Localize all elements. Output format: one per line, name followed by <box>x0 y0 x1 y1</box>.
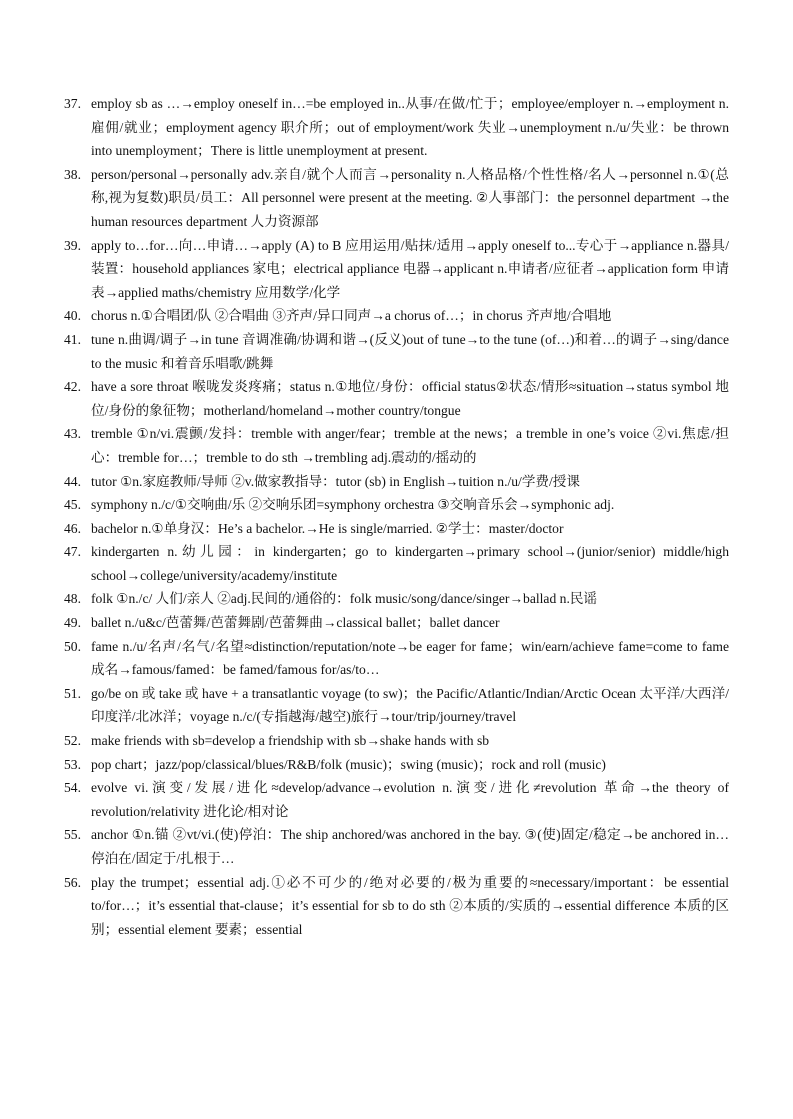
item-number: 56. <box>64 874 81 890</box>
item-text: anchor ①n.锚 ②vt/vi.(使)停泊：The ship anchored/was anchored in the bay. ③(使)固定/稳定→be anchored in… 停泊在/固定于/扎根于… <box>91 827 729 866</box>
list-item <box>64 517 729 541</box>
item-number: 48. <box>64 591 81 607</box>
item-text: chorus n.①合唱团/队 ②合唱曲 ③齐声/异口同声→a chorus of…；in chorus 齐声地/合唱地 <box>91 308 612 324</box>
item-text: apply to…for…向…申请…→apply (A) to B 应用运用/贴抹/适用→apply oneself to...专心于→appliance n.器具/装置：household appliances 家电；electrical appliance 电器→applicant n.申请者/应征者→application form 申请表→applied maths/chemistry 应用数学/化学 <box>91 237 729 300</box>
item-number: 37. <box>64 96 81 111</box>
list-item <box>64 422 729 469</box>
item-number: 51. <box>64 685 81 701</box>
item-text: evolve vi.演变/发展/进化≈develop/advance→evolution n.演变/进化≠revolution 革命→the theory of revolution/relativity 进化论/相对论 <box>91 780 729 819</box>
item-number: 38. <box>64 166 81 182</box>
item-text: make friends with sb=develop a friendship with sb→shake hands with sb <box>91 733 490 749</box>
list-item <box>64 92 729 163</box>
item-number: 53. <box>64 756 81 772</box>
list-item <box>64 729 729 753</box>
item-text: play the trumpet；essential adj.①必不可少的/绝对必要的/极为重要的≈necessary/important：be essential to/for…；it’s essential that-clause；it’s essential for sb to do sth ②本质的/实质的→essential difference 本质的区别；essential element 要素；essential <box>91 874 729 937</box>
item-text: symphony n./c/①交响曲/乐 ②交响乐团=symphony orchestra ③交响音乐会→symphonic adj. <box>91 497 615 513</box>
list-item <box>64 304 729 328</box>
list-item <box>64 635 729 682</box>
item-number: 46. <box>64 520 81 536</box>
list-item <box>64 587 729 611</box>
item-text: tutor ①n.家庭教师/导师 ②v.做家教指导：tutor (sb) in English→tuition n./u/学费/授课 <box>91 473 580 489</box>
list-item <box>64 611 729 635</box>
item-text: folk ①n./c/ 人们/亲人 ②adj.民间的/通俗的：folk music/song/dance/singer→ballad n.民谣 <box>91 591 598 607</box>
vocabulary-list <box>64 92 729 941</box>
item-text: employ sb as …→employ oneself in…=be employed in..从事/在做/忙于；employee/employer n.→employment n.雇佣/就业；employment agency 职介所；out of employment/work 失业→unemployment n./u/失业：be thrown into unemployment；There is little unemployment at present. <box>91 96 729 159</box>
list-item <box>64 163 729 234</box>
list-item <box>64 234 729 305</box>
item-text: have a sore throat 喉咙发炎疼痛；status n.①地位/身份：official status②状态/情形≈situation→status symbol 地位/身份的象征物；motherland/homeland→mother country/tongue <box>91 379 729 418</box>
item-number: 43. <box>64 426 81 442</box>
item-number: 52. <box>64 733 81 749</box>
item-number: 54. <box>64 780 81 796</box>
list-item <box>64 328 729 375</box>
list-item <box>64 776 729 823</box>
item-number: 42. <box>64 379 81 395</box>
list-item <box>64 375 729 422</box>
item-number: 40. <box>64 308 81 324</box>
item-number: 47. <box>64 544 81 560</box>
item-text: pop chart；jazz/pop/classical/blues/R&B/folk (music)；swing (music)；rock and roll (music) <box>91 756 606 772</box>
item-text: tune n.曲调/调子→in tune 音调准确/协调和谐→(反义)out of tune→to the tune (of…)和着…的调子→sing/dance to the music 和着音乐唱歌/跳舞 <box>91 331 729 371</box>
list-item <box>64 540 729 587</box>
item-number: 55. <box>64 827 81 843</box>
item-number: 39. <box>64 237 81 253</box>
item-number: 45. <box>64 497 81 513</box>
list-item <box>64 753 729 777</box>
list-item <box>64 470 729 494</box>
list-item <box>64 682 729 729</box>
item-text: ballet n./u&c/芭蕾舞/芭蕾舞剧/芭蕾舞曲→classical ballet；ballet dancer <box>91 615 500 631</box>
item-text: go/be on 或 take 或 have + a transatlantic voyage (to sw)；the Pacific/Atlantic/Indian/Arctic Ocean 太平洋/大西洋/印度洋/北冰洋；voyage n./c/(专指越海/越空)旅行→tour/trip/journey/travel <box>91 685 729 725</box>
item-text: person/personal→personally adv.亲自/就个人而言→personality n.人格品格/个性性格/名人→personnel n.①(总称,视为复数)职员/员工：All personnel were present at the meeting. ②人事部门：the personnel department →the human resources department 人力资源部 <box>91 166 729 229</box>
item-number: 49. <box>64 615 81 631</box>
item-text: bachelor n.①单身汉：He’s a bachelor.→He is single/married. ②学士：master/doctor <box>91 520 564 536</box>
item-text: tremble ①n/vi.震颤/发抖：tremble with anger/fear；tremble at the news；a tremble in one’s voice ②vi.焦虑/担心：tremble for…；tremble to do sth →trembling adj.震动的/摇动的 <box>91 426 729 465</box>
item-text: fame n./u/名声/名气/名望≈distinction/reputation/note→be eager for fame；win/earn/achieve fame=come to fame 成名→famous/famed：be famed/famous for/as/to… <box>91 638 729 678</box>
item-number: 50. <box>64 638 81 654</box>
item-number: 41. <box>64 331 81 347</box>
list-item <box>64 871 729 942</box>
item-text: kindergarten n.幼儿园：in kindergarten；go to kindergarten→primary school→(junior/senior) middle/high school→college/university/academy/institute <box>91 544 729 583</box>
item-number: 44. <box>64 473 81 489</box>
list-item <box>64 493 729 517</box>
list-item <box>64 823 729 870</box>
